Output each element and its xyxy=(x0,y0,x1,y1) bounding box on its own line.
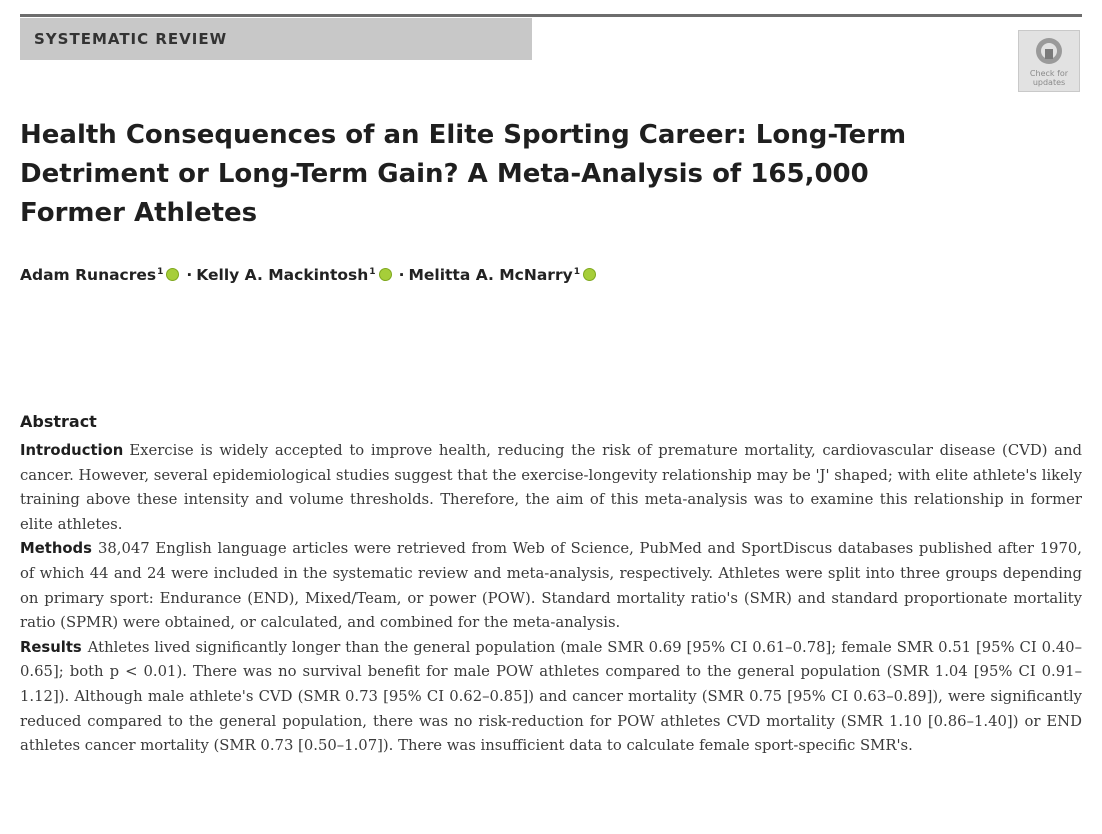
orcid-icon[interactable] xyxy=(583,268,596,281)
author-list xyxy=(20,266,599,284)
abstract-body xyxy=(20,439,1082,759)
author-name[interactable]: Melitta A. McNarry xyxy=(408,266,573,284)
abstract-section-label: Introduction xyxy=(20,442,124,459)
abstract-section-label: Results xyxy=(20,638,82,656)
orcid-icon[interactable] xyxy=(379,268,392,281)
article-type-label xyxy=(20,18,532,60)
paper-title: Health Consequences of an Elite Sporting Career: Long-Term Detriment or Long-Term Gain? A Meta-Analysis of 165,000 Former Athletes xyxy=(20,120,907,228)
abstract-heading: Abstract xyxy=(20,412,97,431)
abstract-section-text: Athletes lived significantly longer than the general population (male SMR 0.69 [95% CI 0.61–0.78]; female SMR 0.51 [95% CI 0.40–0.65]; both p < 0.01). There was no survival benefit for male POW athletes compared to the general population (SMR 1.04 [95% CI 0.91–1.12]). Although male athlete's CVD (SMR 0.73 [95% CI 0.62–0.85]) and cancer mortality (SMR 0.75 [95% CI 0.63–0.89]), were significantly reduced compared to the general population, there was no risk-reduction for POW athletes CVD mortality (SMR 1.10 [0.86–1.40]) or END athletes cancer mortality (SMR 0.73 [0.50–1.07]). There was insufficient data to calculate female sport-specific SMR's. xyxy=(20,638,1082,755)
author-name[interactable]: Kelly A. Mackintosh xyxy=(196,266,369,284)
author-affiliation: 1 xyxy=(369,267,376,277)
abstract-section-label: Methods xyxy=(20,540,92,558)
check-for-updates-text: Check for updates xyxy=(1029,69,1069,87)
author-affiliation: 1 xyxy=(573,267,580,277)
article-type-text: SYSTEMATIC REVIEW xyxy=(34,30,228,48)
abstract-results xyxy=(20,636,1082,759)
abstract-section-text: Exercise is widely accepted to improve health, reducing the risk of premature mortality, cardiovascular disease (CVD) and cancer. However, several epidemiological studies suggest that the exercise-longevity relationship may be 'J' shaped; with elite athlete's likely training above these intensity and volume thresholds. Therefore, the aim of this meta-analysis was to examine this relationship in former elite athletes. xyxy=(20,442,1082,533)
author-affiliation: 1 xyxy=(157,267,164,277)
abstract-introduction xyxy=(20,439,1082,537)
orcid-icon[interactable] xyxy=(166,268,179,281)
abstract-section-text: 38,047 English language articles were retrieved from Web of Science, PubMed and SportDiscus databases published after 1970, of which 44 and 24 were included in the systematic review and meta-analysis, respectively. Athletes were split into three groups depending on primary sport: Endurance (END), Mixed/Team, or power (POW). Standard mortality ratio's (SMR) and standard proportionate mortality ratio (SPMR) were obtained, or calculated, and combined for the meta-analysis. xyxy=(20,540,1082,632)
author-separator: · xyxy=(186,266,193,284)
check-for-updates-badge[interactable] xyxy=(1018,30,1080,92)
author-name[interactable]: Adam Runacres xyxy=(20,266,157,284)
abstract-methods xyxy=(20,537,1082,635)
top-rule xyxy=(20,14,1082,17)
check-for-updates-icon xyxy=(1034,36,1064,66)
author-separator: · xyxy=(398,266,405,284)
